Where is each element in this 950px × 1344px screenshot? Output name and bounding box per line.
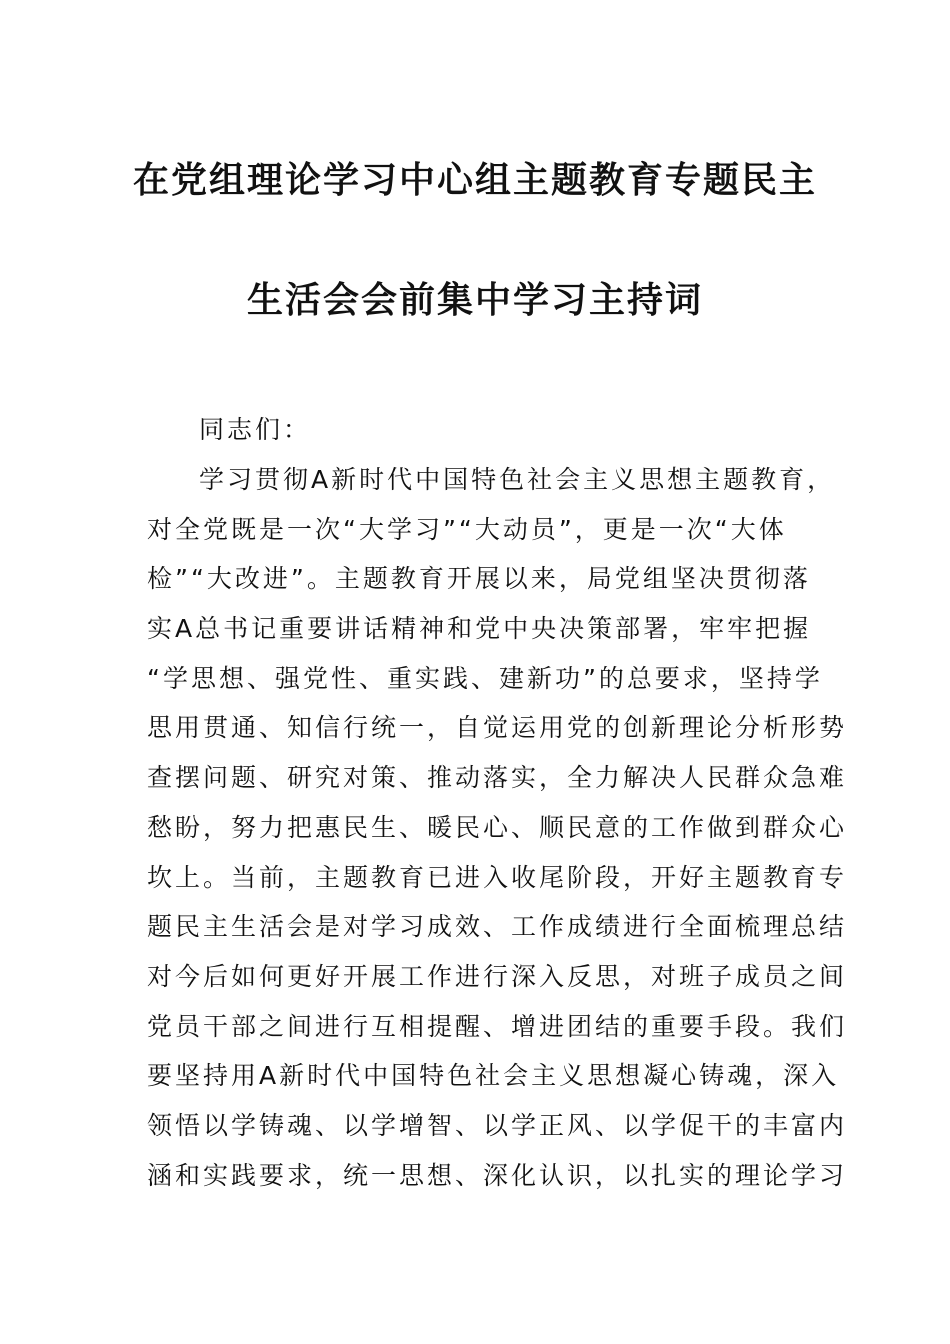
paragraph-line: 愁盼，努力把惠民生、暖民心、顺民意的工作做到群众心	[147, 812, 848, 842]
salutation: 同志们：	[199, 415, 312, 444]
paragraph-line: 坎上。当前，主题教育已进入收尾阶段，开好主题教育专	[147, 862, 848, 892]
paragraph-line: 学习贯彻A新时代中国特色社会主义思想主题教育，	[199, 465, 836, 494]
paragraph-line: 党员干部之间进行互相提醒、增进团结的重要手段。我们	[147, 1011, 848, 1041]
paragraph-line: 题民主生活会是对学习成效、工作成绩进行全面梳理总结	[147, 912, 848, 942]
paragraph-line: 对全党既是一次“大学习”“大动员”，更是一次“大体	[147, 514, 787, 544]
paragraph-line: 对今后如何更好开展工作进行深入反思，对班子成员之间	[147, 961, 848, 991]
paragraph-line: 要坚持用A新时代中国特色社会主义思想凝心铸魂，深入	[147, 1061, 840, 1091]
paragraph-line: 查摆问题、研究对策、推动落实，全力解决人民群众急难	[147, 763, 848, 793]
paragraph-line: 检”“大改进”。主题教育开展以来，局党组坚决贯彻落	[147, 564, 811, 594]
paragraph-line: “学思想、强党性、重实践、建新功”的总要求，坚持学	[147, 663, 823, 693]
body-paragraph	[147, 455, 848, 1200]
document-title-line-2: 生活会会前集中学习主持词	[246, 279, 703, 321]
document-title-line-1: 在党组理论学习中心组主题教育专题民主	[132, 159, 817, 201]
paragraph-line: 领悟以学铸魂、以学增智、以学正风、以学促干的丰富内	[147, 1110, 848, 1140]
paragraph-line: 思用贯通、知信行统一，自觉运用党的创新理论分析形势	[147, 713, 848, 743]
paragraph-line: 实A总书记重要讲话精神和党中央决策部署，牢牢把握	[147, 614, 812, 644]
paragraph-line: 涵和实践要求，统一思想、深化认识，以扎实的理论学习	[147, 1160, 848, 1190]
